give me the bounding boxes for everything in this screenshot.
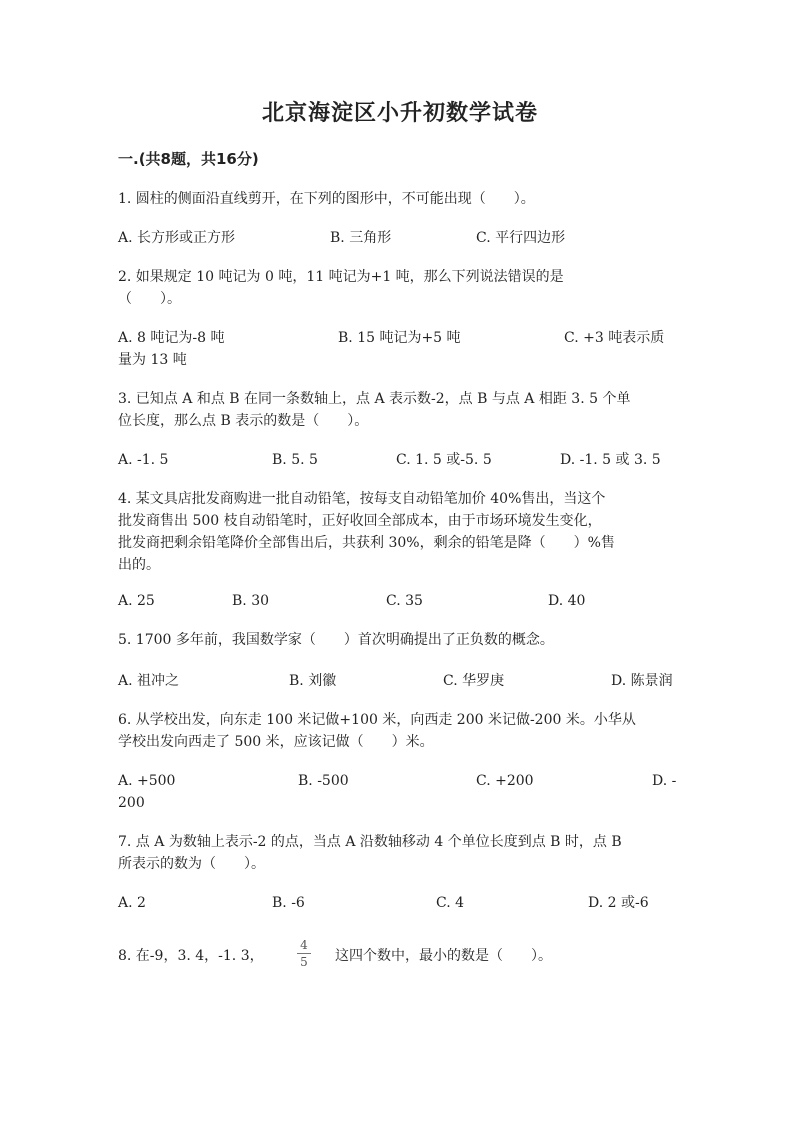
- q2-option-b: B. 15 吨记为+5 吨: [338, 330, 461, 346]
- fraction-numerator: 4: [300, 938, 308, 952]
- q3-option-c: C. 1. 5 或-5. 5: [396, 452, 492, 468]
- q3-option-b: B. 5. 5: [272, 452, 318, 468]
- q5-option-a: A. 祖冲之: [118, 673, 180, 689]
- q4-option-d: D. 40: [548, 593, 586, 609]
- q6-option-c: C. +200: [476, 773, 534, 789]
- q7-option-d: D. 2 或-6: [588, 895, 649, 911]
- question-4-text-line3: 批发商把剩余铅笔降价全部售出后，共获利 30%，剩余的铅笔是降（ ）%售: [118, 535, 615, 551]
- question-4-text-line4: 出的。: [118, 557, 160, 573]
- q4-option-a: A. 25: [118, 593, 155, 609]
- q5-option-d: D. 陈景润: [611, 673, 673, 689]
- fraction-denominator: 5: [300, 955, 308, 969]
- fraction-four-fifths: [297, 938, 311, 969]
- question-3-text-line2: 位长度，那么点 B 表示的数是（ ）。: [118, 413, 369, 429]
- question-1-text: 1. 圆柱的侧面沿直线剪开，在下列的图形中，不可能出现（ ）。: [118, 191, 535, 207]
- q3-option-d: D. -1. 5 或 3. 5: [560, 452, 661, 468]
- question-5-text: 5. 1700 多年前，我国数学家（ ）首次明确提出了正负数的概念。: [118, 632, 554, 648]
- question-6-text-line1: 6. 从学校出发，向东走 100 米记做+100 米，向西走 200 米记做-200 米。小华从: [118, 712, 636, 728]
- q1-option-b: B. 三角形: [330, 230, 392, 246]
- q7-option-b: B. -6: [272, 895, 305, 911]
- section-heading: 一.(共8题，共16分): [118, 150, 259, 168]
- q6-option-d-wrap: 200: [118, 795, 145, 811]
- question-8-text-end: 这四个数中，最小的数是（ ）。: [335, 948, 552, 964]
- q7-option-a: A. 2: [118, 895, 146, 911]
- q1-option-c: C. 平行四边形: [476, 230, 566, 246]
- q6-option-d: D. -: [652, 773, 677, 789]
- q7-option-c: C. 4: [436, 895, 465, 911]
- q3-option-a: A. -1. 5: [118, 452, 169, 468]
- question-2-text-line1: 2. 如果规定 10 吨记为 0 吨，11 吨记为+1 吨，那么下列说法错误的是: [118, 269, 564, 285]
- q2-option-c-wrap: 量为 13 吨: [118, 352, 187, 368]
- q6-option-a: A. +500: [118, 773, 176, 789]
- q2-option-c: C. +3 吨表示质: [564, 330, 665, 346]
- q6-option-b: B. -500: [298, 773, 349, 789]
- question-8-text-start: 8. 在-9，3. 4，-1. 3，: [118, 948, 264, 964]
- question-4-text-line2: 批发商售出 500 枝自动铅笔时，正好收回全部成本，由于市场环境发生变化，: [118, 513, 602, 529]
- question-7-text-line1: 7. 点 A 为数轴上表示-2 的点，当点 A 沿数轴移动 4 个单位长度到点 B 时，点 B: [118, 834, 622, 850]
- question-3-text-line1: 3. 已知点 A 和点 B 在同一条数轴上，点 A 表示数-2，点 B 与点 A 相距 3. 5 个单: [118, 391, 631, 407]
- question-7-text-line2: 所表示的数为（ ）。: [118, 856, 265, 872]
- question-2-text-line2: （ ）。: [118, 291, 181, 307]
- q1-option-a: A. 长方形或正方形: [118, 230, 236, 246]
- q2-option-a: A. 8 吨记为-8 吨: [118, 330, 225, 346]
- fraction-bar: [297, 953, 311, 954]
- page-title: 北京海淀区小升初数学试卷: [261, 101, 538, 126]
- q4-option-c: C. 35: [386, 593, 423, 609]
- question-4-text-line1: 4. 某文具店批发商购进一批自动铅笔，按每支自动铅笔加价 40%售出，当这个: [118, 491, 606, 507]
- q4-option-b: B. 30: [232, 593, 270, 609]
- q5-option-c: C. 华罗庚: [443, 673, 505, 689]
- q5-option-b: B. 刘徽: [289, 673, 337, 689]
- question-6-text-line2: 学校出发向西走了 500 米，应该记做（ ）米。: [118, 734, 434, 750]
